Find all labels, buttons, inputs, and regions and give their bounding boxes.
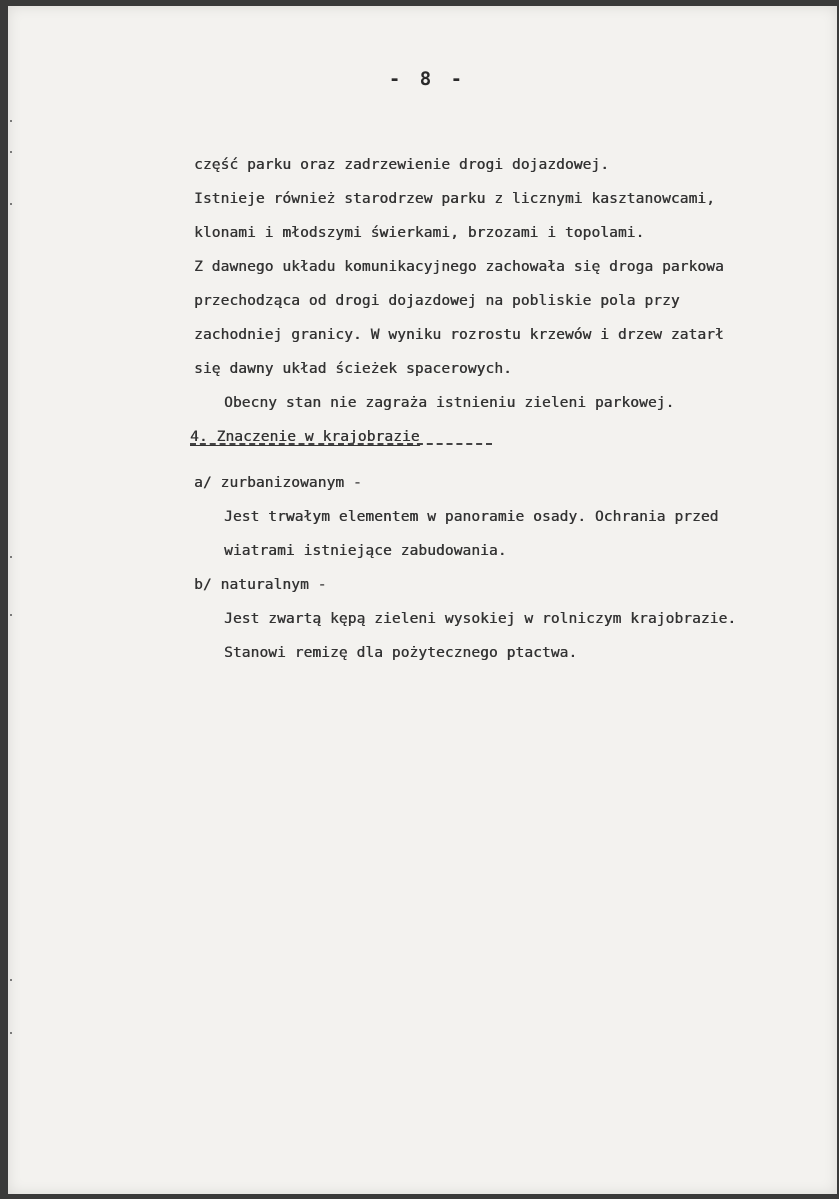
body-line: część parku oraz zadrzewienie drogi dojazdowej. bbox=[194, 157, 609, 173]
body-line: zachodniej granicy. W wyniku rozrostu krzewów i drzew zatarł bbox=[194, 327, 724, 343]
margin-speck bbox=[10, 979, 12, 981]
document-page bbox=[8, 6, 837, 1194]
page-number: - 8 - bbox=[388, 68, 467, 90]
margin-speck bbox=[10, 614, 12, 616]
margin-speck bbox=[10, 1032, 12, 1034]
body-line: klonami i młodszymi świerkami, brzozami i topolami. bbox=[194, 225, 645, 241]
margin-speck bbox=[10, 203, 12, 205]
body-line: się dawny układ ścieżek spacerowych. bbox=[194, 361, 512, 377]
body-line: przechodząca od drogi dojazdowej na pobliskie pola przy bbox=[194, 293, 680, 309]
section-heading: 4. Znaczenie w krajobrazie bbox=[190, 429, 420, 445]
body-line: Z dawnego układu komunikacyjnego zachowała się droga parkowa bbox=[194, 259, 724, 275]
margin-speck bbox=[10, 556, 12, 558]
list-item-text: Jest trwałym elementem w panoramie osady. Ochrania przed bbox=[224, 509, 719, 525]
margin-speck bbox=[10, 151, 12, 153]
body-line: Istnieje również starodrzew parku z licznymi kasztanowcami, bbox=[194, 191, 715, 207]
margin-speck bbox=[10, 120, 12, 122]
heading-underline bbox=[190, 443, 492, 445]
list-item-text: Jest zwartą kępą zieleni wysokiej w rolniczym krajobrazie. bbox=[224, 611, 737, 627]
body-line: Obecny stan nie zagraża istnieniu zieleni parkowej. bbox=[224, 395, 675, 411]
list-item-label: a/ zurbanizowanym - bbox=[194, 475, 362, 491]
list-item-text: wiatrami istniejące zabudowania. bbox=[224, 543, 507, 559]
list-item-text: Stanowi remizę dla pożytecznego ptactwa. bbox=[224, 645, 578, 661]
list-item-label: b/ naturalnym - bbox=[194, 577, 327, 593]
